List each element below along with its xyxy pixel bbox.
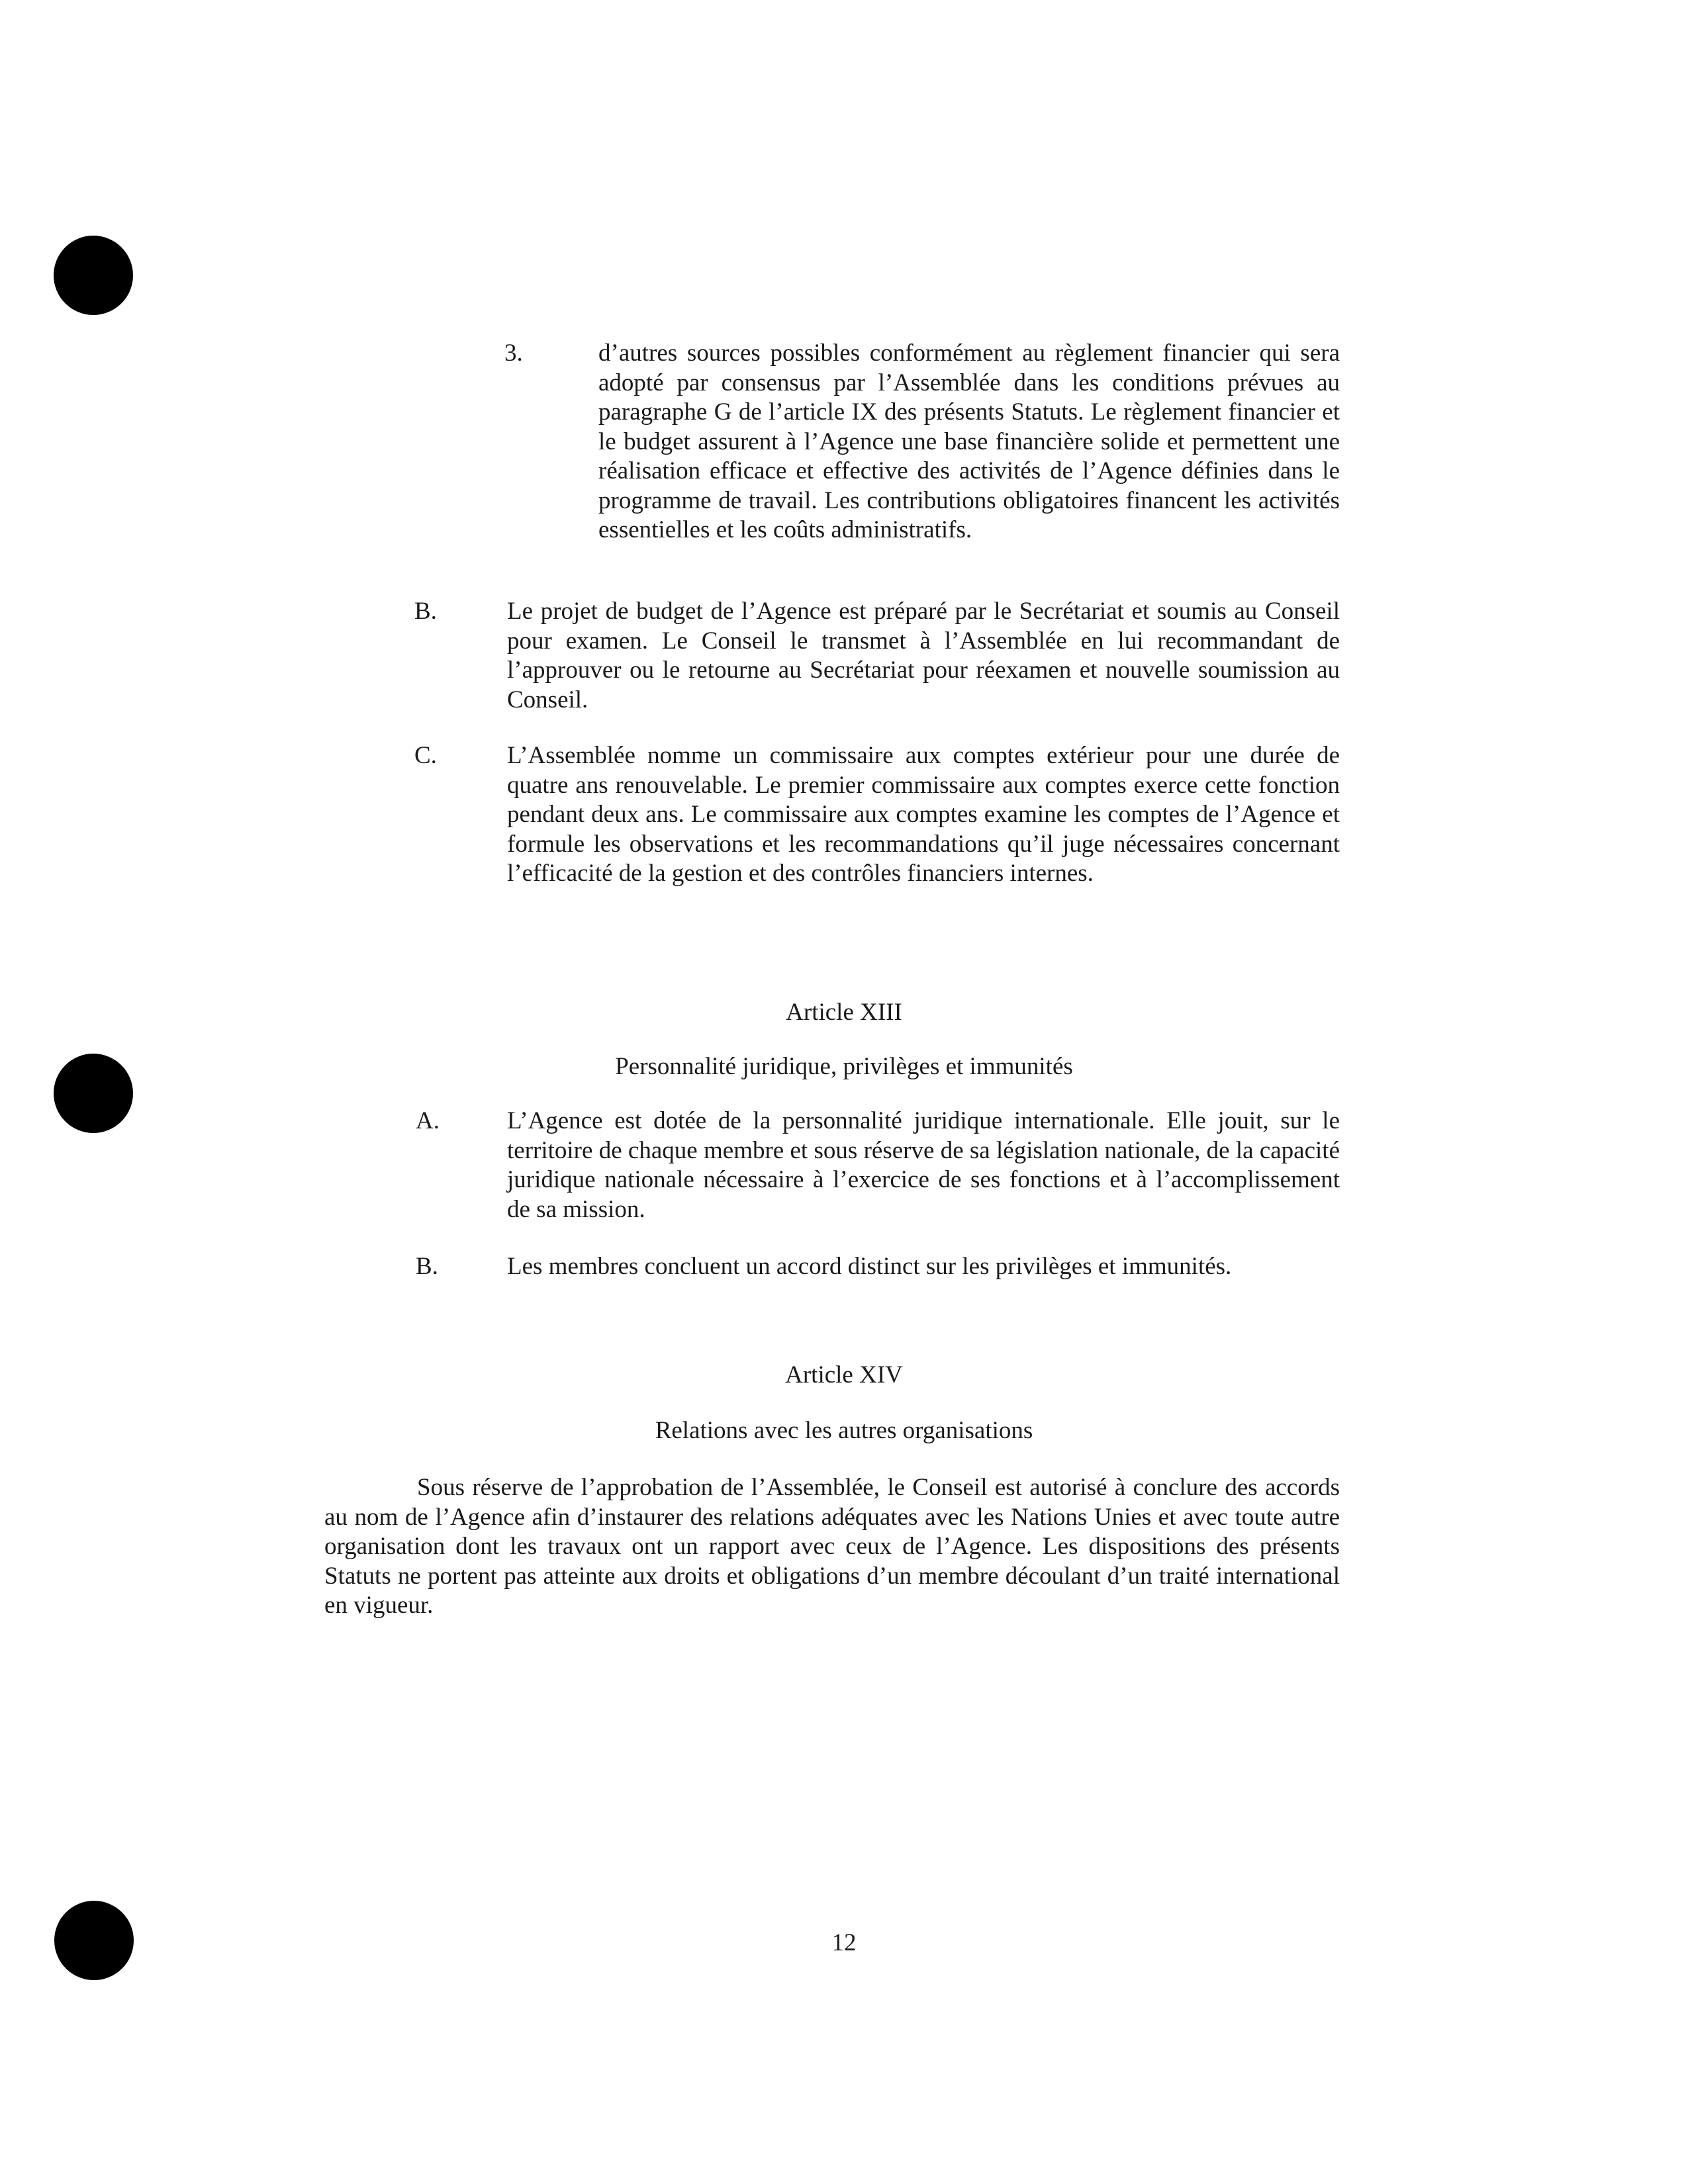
punch-hole-top: [54, 236, 133, 315]
article-12-b-marker: B.: [414, 598, 437, 625]
article-14-subtitle: Relations avec les autres organisations: [655, 1417, 1033, 1444]
article-13-title: Article XIII: [786, 999, 902, 1026]
article-12-b-paragraph: Le projet de budget de l’Agence est préparé par le Secrétariat et soumis au Conseil pour examen. Le Conseil le transmet à l’Assemblée en lui recommandant de l’approuver ou le retourne au Secrétariat pour réexamen et nouvelle soumission au Conseil.: [507, 598, 1340, 713]
article-13-b-paragraph: Les membres concluent un accord distinct sur les privilèges et immunités.: [507, 1253, 1232, 1280]
item-3-paragraph: d’autres sources possibles conformément au règlement financier qui sera adopté par consensus par l’Assemblée dans les conditions prévues au paragraphe G de l’article IX des présents Statuts. Le règlement financier et le budget assurent à l’Agence une base financière solide et permettent une réalisation efficace et effective des activités de l’Agence définies dans le programme de travail. Les contributions obligatoires financent les activités essentielles et les coûts administratifs.: [598, 340, 1340, 543]
article-14-paragraph: Sous réserve de l’approbation de l’Assemblée, le Conseil est autorisé à conclure des accords au nom de l’Agence afin d’instaurer des relations adéquates avec les Nations Unies et avec toute autre organisation dont les travaux ont un rapport avec ceux de l’Agence. Les dispositions des présents Statuts ne portent pas atteinte aux droits et obligations d’un membre découlant d’un traité international en vigueur.: [324, 1474, 1340, 1619]
article-12-c-marker: C.: [414, 742, 437, 769]
article-13-b-marker: B.: [416, 1253, 438, 1280]
article-13-subtitle: Personnalité juridique, privilèges et immunités: [615, 1053, 1073, 1080]
article-14-title: Article XIV: [785, 1361, 903, 1388]
item-3-marker: 3.: [504, 340, 523, 367]
article-13-a-marker: A.: [416, 1107, 440, 1134]
article-12-c-paragraph: L’Assemblée nomme un commissaire aux comptes extérieur pour une durée de quatre ans renouvelable. Le premier commissaire aux comptes exerce cette fonction pendant deux ans. Le commissaire aux comptes examine les comptes de l’Agence et formule les observations et les recommandations qu’il juge nécessaires concernant l’efficacité de la gestion et des contrôles financiers internes.: [507, 742, 1340, 887]
article-13-a-paragraph: L’Agence est dotée de la personnalité juridique internationale. Elle jouit, sur le territoire de chaque membre et sous réserve de sa législation nationale, de la capacité juridique nationale nécessaire à l’exercice de ses fonctions et à l’accomplissement de sa mission.: [507, 1107, 1340, 1223]
page-number: 12: [831, 1929, 857, 1956]
